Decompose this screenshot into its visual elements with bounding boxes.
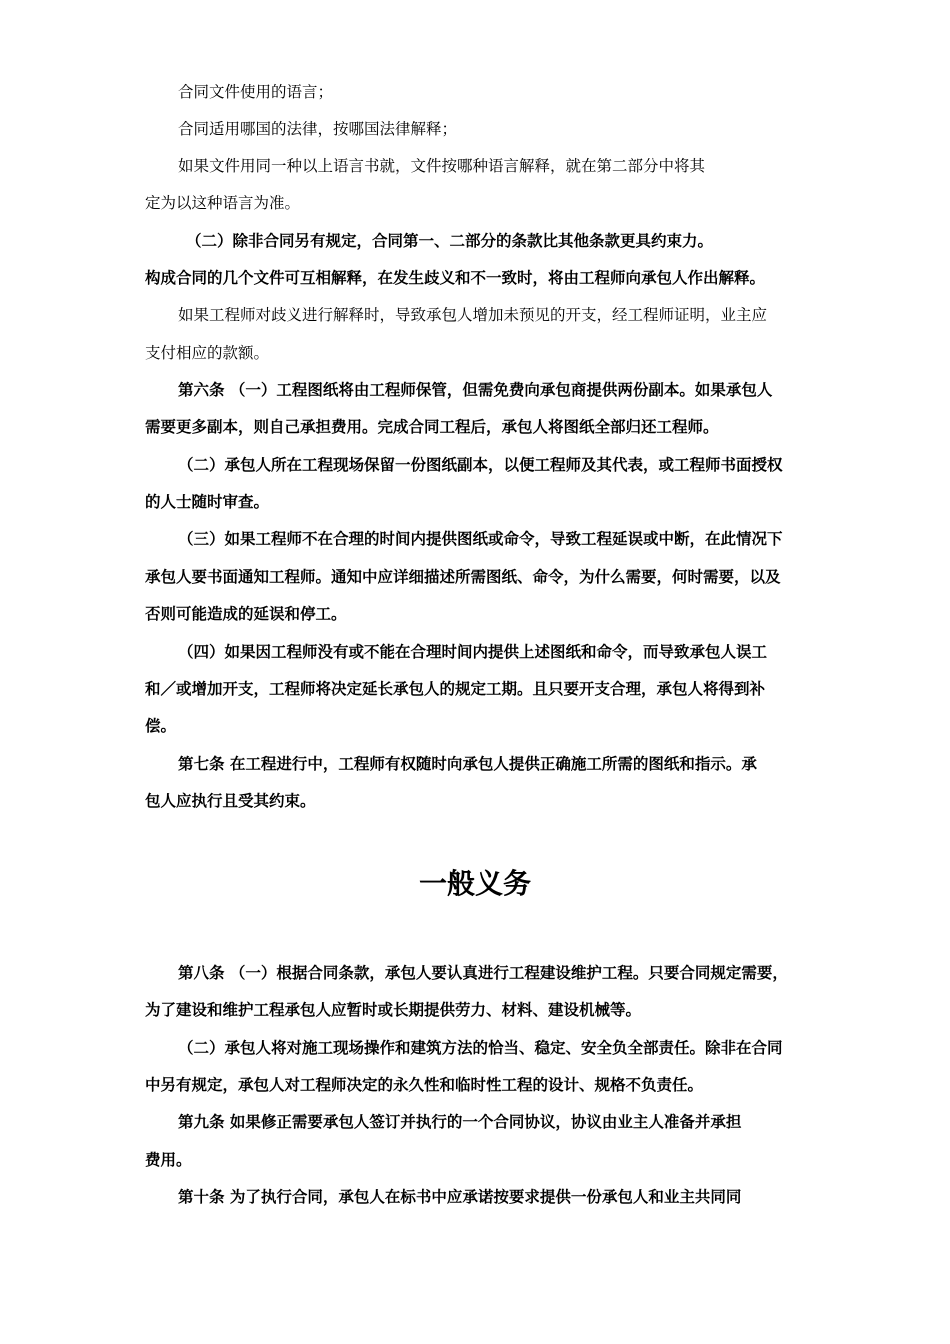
text-line: 如果文件用同一种以上语言书就，文件按哪种语言解释，就在第二部分中将其 [178, 157, 706, 175]
text-line: 定为以这种语言为准。 [145, 194, 301, 212]
text-line: （二）承包人将对施工现场操作和建筑方法的恰当、稳定、安全负全部责任。除非在合同 [178, 1038, 783, 1057]
text-line: 需要更多副本，则自己承担费用。完成合同工程后，承包人将图纸全部归还工程师。 [145, 417, 719, 436]
text-line: 如果工程师对歧义进行解释时，导致承包人增加未预见的开支，经工程师证明，业主应 [178, 306, 768, 324]
text-line: 支付相应的款额。 [145, 344, 270, 362]
text-line: 构成合同的几个文件可互相解释，在发生歧义和不一致时，将由工程师向承包人作出解释。 [145, 268, 766, 287]
text-line: 包人应执行且受其约束。 [145, 791, 316, 810]
text-line: 第六条 （一）工程图纸将由工程师保管，但需免费向承包商提供两份副本。如果承包人 [178, 380, 773, 399]
text-line: （四）如果因工程师没有或不能在合理时间内提供上述图纸和命令，而导致承包人误工 [178, 642, 768, 661]
text-line: 偿。 [145, 716, 177, 735]
text-line: 第八条 （一）根据合同条款，承包人要认真进行工程建设维护工程。只要合同规定需要， [178, 963, 788, 982]
text-line: （二）除非合同另有规定，合同第一、二部分的条款比其他条款更具约束力。 [186, 231, 714, 250]
text-line: 承包人要书面通知工程师。通知中应详细描述所需图纸、命令，为什么需要，何时需要，以及 [145, 567, 781, 586]
text-line: 的人士随时审查。 [145, 492, 270, 511]
text-line: 否则可能造成的延误和停工。 [145, 604, 347, 623]
text-line: 合同适用哪国的法律，按哪国法律解释； [178, 120, 458, 138]
section-heading: 一般义务 [418, 867, 531, 900]
text-line: 合同文件使用的语言； [178, 83, 334, 101]
text-line: 为了建设和维护工程承包人应暂时或长期提供劳力、材料、建设机械等。 [145, 1000, 642, 1019]
text-line: 第七条 在工程进行中，工程师有权随时向承包人提供正确施工所需的图纸和指示。承 [178, 754, 757, 773]
text-line: 和／或增加开支，工程师将决定延长承包人的规定工期。且只要开支合理，承包人将得到补 [145, 679, 766, 698]
text-line: 第十条 为了执行合同，承包人在标书中应承诺按要求提供一份承包人和业主共同同 [178, 1187, 742, 1206]
text-line: 中另有规定，承包人对工程师决定的永久性和临时性工程的设计、规格不负责任。 [145, 1075, 704, 1094]
text-line: （三）如果工程师不在合理的时间内提供图纸或命令，导致工程延误或中断，在此情况下 [178, 529, 783, 548]
text-line: （二）承包人所在工程现场保留一份图纸副本，以便工程师及其代表，或工程师书面授权 [178, 455, 783, 474]
text-line: 第九条 如果修正需要承包人签订并执行的一个合同协议，协议由业主人准备并承担 [178, 1112, 742, 1131]
text-line: 费用。 [145, 1150, 192, 1169]
